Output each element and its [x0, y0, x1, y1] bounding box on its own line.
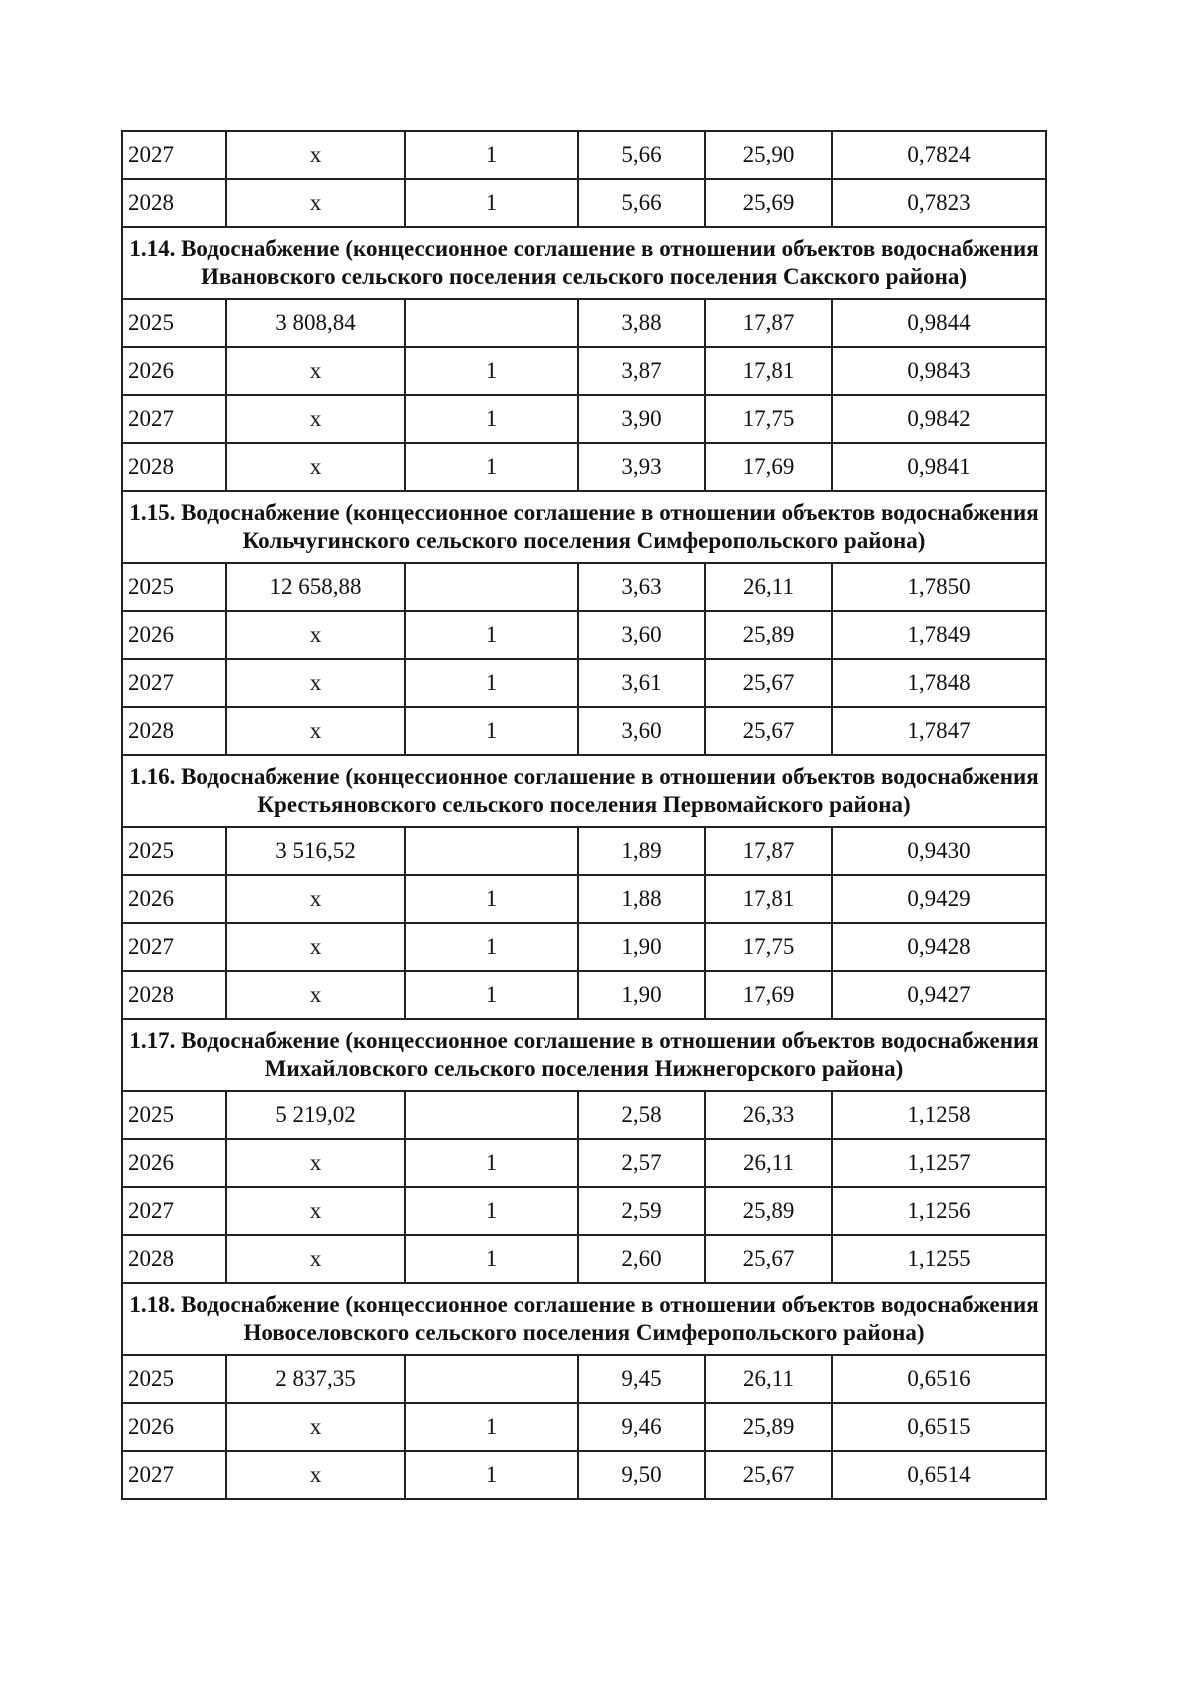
value-cell: x	[226, 707, 405, 755]
col5-cell: 26,33	[705, 1091, 832, 1139]
year-cell: 2027	[122, 1451, 226, 1499]
col6-cell: 0,6514	[832, 1451, 1046, 1499]
col5-cell: 25,67	[705, 1235, 832, 1283]
section-title: 1.16. Водоснабжение (концессионное соглашение в отношении объектов водоснабжения Крестьяновского сельского поселения Первомайского района)	[122, 755, 1046, 827]
col6-cell: 0,9427	[832, 971, 1046, 1019]
section-title: 1.18. Водоснабжение (концессионное соглашение в отношении объектов водоснабжения Новоселовского сельского поселения Симферопольского района)	[122, 1283, 1046, 1355]
index-cell: 1	[405, 1235, 578, 1283]
value-cell: x	[226, 131, 405, 179]
col6-cell: 0,9428	[832, 923, 1046, 971]
col4-cell: 3,87	[578, 347, 705, 395]
col6-cell: 1,7848	[832, 659, 1046, 707]
section-title: 1.15. Водоснабжение (концессионное соглашение в отношении объектов водоснабжения Кольчугинского сельского поселения Симферопольского района)	[122, 491, 1046, 563]
col4-cell: 9,45	[578, 1355, 705, 1403]
col5-cell: 25,69	[705, 179, 832, 227]
index-cell: 1	[405, 131, 578, 179]
year-cell: 2026	[122, 1139, 226, 1187]
year-cell: 2027	[122, 395, 226, 443]
year-cell: 2027	[122, 923, 226, 971]
value-cell: x	[226, 1187, 405, 1235]
col5-cell: 17,75	[705, 923, 832, 971]
value-cell: 12 658,88	[226, 563, 405, 611]
table-row	[122, 971, 1046, 1019]
tariff-table	[121, 130, 1047, 1500]
value-cell: 2 837,35	[226, 1355, 405, 1403]
index-cell: 1	[405, 179, 578, 227]
index-cell	[405, 1355, 578, 1403]
index-cell: 1	[405, 707, 578, 755]
value-cell: x	[226, 443, 405, 491]
col6-cell: 1,7847	[832, 707, 1046, 755]
section-header-row	[122, 1019, 1046, 1091]
col6-cell: 0,7824	[832, 131, 1046, 179]
index-cell: 1	[405, 659, 578, 707]
col4-cell: 3,60	[578, 611, 705, 659]
year-cell: 2028	[122, 179, 226, 227]
tariff-table-body	[122, 131, 1046, 1499]
value-cell: x	[226, 347, 405, 395]
col5-cell: 26,11	[705, 563, 832, 611]
col4-cell: 5,66	[578, 131, 705, 179]
index-cell	[405, 563, 578, 611]
col6-cell: 0,6515	[832, 1403, 1046, 1451]
col6-cell: 1,7850	[832, 563, 1046, 611]
value-cell: x	[226, 1235, 405, 1283]
value-cell: x	[226, 395, 405, 443]
col4-cell: 2,58	[578, 1091, 705, 1139]
year-cell: 2025	[122, 1091, 226, 1139]
col6-cell: 0,9843	[832, 347, 1046, 395]
col4-cell: 2,59	[578, 1187, 705, 1235]
table-row	[122, 611, 1046, 659]
table-row	[122, 347, 1046, 395]
col4-cell: 1,89	[578, 827, 705, 875]
col6-cell: 0,9430	[832, 827, 1046, 875]
col6-cell: 1,1256	[832, 1187, 1046, 1235]
col5-cell: 26,11	[705, 1355, 832, 1403]
table-row	[122, 1139, 1046, 1187]
year-cell: 2028	[122, 443, 226, 491]
index-cell: 1	[405, 1451, 578, 1499]
col5-cell: 17,81	[705, 347, 832, 395]
value-cell: x	[226, 659, 405, 707]
col4-cell: 3,61	[578, 659, 705, 707]
table-row	[122, 131, 1046, 179]
year-cell: 2028	[122, 971, 226, 1019]
index-cell	[405, 299, 578, 347]
table-row	[122, 563, 1046, 611]
year-cell: 2027	[122, 1187, 226, 1235]
section-title: 1.14. Водоснабжение (концессионное соглашение в отношении объектов водоснабжения Ивановского сельского поселения сельского поселения Сакского района)	[122, 227, 1046, 299]
col6-cell: 0,7823	[832, 179, 1046, 227]
value-cell: 5 219,02	[226, 1091, 405, 1139]
value-cell: x	[226, 1451, 405, 1499]
col6-cell: 1,1257	[832, 1139, 1046, 1187]
col5-cell: 25,90	[705, 131, 832, 179]
table-row	[122, 395, 1046, 443]
value-cell: x	[226, 875, 405, 923]
year-cell: 2025	[122, 563, 226, 611]
col4-cell: 2,60	[578, 1235, 705, 1283]
year-cell: 2026	[122, 347, 226, 395]
index-cell: 1	[405, 875, 578, 923]
table-row	[122, 659, 1046, 707]
table-row	[122, 299, 1046, 347]
col6-cell: 0,9844	[832, 299, 1046, 347]
col4-cell: 3,93	[578, 443, 705, 491]
table-row	[122, 923, 1046, 971]
table-row	[122, 875, 1046, 923]
year-cell: 2027	[122, 131, 226, 179]
value-cell: x	[226, 1139, 405, 1187]
year-cell: 2025	[122, 827, 226, 875]
index-cell: 1	[405, 1187, 578, 1235]
col5-cell: 17,69	[705, 443, 832, 491]
index-cell: 1	[405, 1403, 578, 1451]
year-cell: 2028	[122, 1235, 226, 1283]
year-cell: 2025	[122, 299, 226, 347]
col5-cell: 17,75	[705, 395, 832, 443]
section-header-row	[122, 227, 1046, 299]
value-cell: x	[226, 611, 405, 659]
index-cell	[405, 827, 578, 875]
year-cell: 2028	[122, 707, 226, 755]
table-row	[122, 1451, 1046, 1499]
section-header-row	[122, 491, 1046, 563]
year-cell: 2026	[122, 875, 226, 923]
col4-cell: 1,90	[578, 923, 705, 971]
value-cell: x	[226, 923, 405, 971]
table-row	[122, 707, 1046, 755]
table-row	[122, 1091, 1046, 1139]
value-cell: 3 808,84	[226, 299, 405, 347]
table-row	[122, 1355, 1046, 1403]
value-cell: x	[226, 971, 405, 1019]
year-cell: 2025	[122, 1355, 226, 1403]
col4-cell: 9,46	[578, 1403, 705, 1451]
col6-cell: 0,6516	[832, 1355, 1046, 1403]
index-cell: 1	[405, 347, 578, 395]
col6-cell: 0,9429	[832, 875, 1046, 923]
col6-cell: 0,9841	[832, 443, 1046, 491]
col5-cell: 17,87	[705, 299, 832, 347]
col5-cell: 25,89	[705, 611, 832, 659]
table-row	[122, 827, 1046, 875]
col4-cell: 3,63	[578, 563, 705, 611]
col4-cell: 9,50	[578, 1451, 705, 1499]
col4-cell: 3,88	[578, 299, 705, 347]
col5-cell: 25,67	[705, 1451, 832, 1499]
table-row	[122, 1403, 1046, 1451]
col6-cell: 0,9842	[832, 395, 1046, 443]
col5-cell: 25,67	[705, 659, 832, 707]
col5-cell: 17,81	[705, 875, 832, 923]
index-cell: 1	[405, 443, 578, 491]
col4-cell: 3,90	[578, 395, 705, 443]
year-cell: 2027	[122, 659, 226, 707]
index-cell: 1	[405, 923, 578, 971]
col6-cell: 1,1255	[832, 1235, 1046, 1283]
table-row	[122, 1235, 1046, 1283]
table-row	[122, 1187, 1046, 1235]
section-title: 1.17. Водоснабжение (концессионное соглашение в отношении объектов водоснабжения Михайловского сельского поселения Нижнегорского района)	[122, 1019, 1046, 1091]
col5-cell: 26,11	[705, 1139, 832, 1187]
index-cell: 1	[405, 395, 578, 443]
col4-cell: 5,66	[578, 179, 705, 227]
value-cell: x	[226, 179, 405, 227]
col5-cell: 17,87	[705, 827, 832, 875]
table-row	[122, 443, 1046, 491]
value-cell: x	[226, 1403, 405, 1451]
value-cell: 3 516,52	[226, 827, 405, 875]
col4-cell: 2,57	[578, 1139, 705, 1187]
col4-cell: 1,88	[578, 875, 705, 923]
year-cell: 2026	[122, 611, 226, 659]
index-cell: 1	[405, 611, 578, 659]
section-header-row	[122, 755, 1046, 827]
section-header-row	[122, 1283, 1046, 1355]
index-cell: 1	[405, 1139, 578, 1187]
col5-cell: 25,89	[705, 1187, 832, 1235]
col4-cell: 1,90	[578, 971, 705, 1019]
index-cell: 1	[405, 971, 578, 1019]
table-row	[122, 179, 1046, 227]
year-cell: 2026	[122, 1403, 226, 1451]
col6-cell: 1,7849	[832, 611, 1046, 659]
col4-cell: 3,60	[578, 707, 705, 755]
index-cell	[405, 1091, 578, 1139]
col5-cell: 17,69	[705, 971, 832, 1019]
col6-cell: 1,1258	[832, 1091, 1046, 1139]
col5-cell: 25,67	[705, 707, 832, 755]
col5-cell: 25,89	[705, 1403, 832, 1451]
